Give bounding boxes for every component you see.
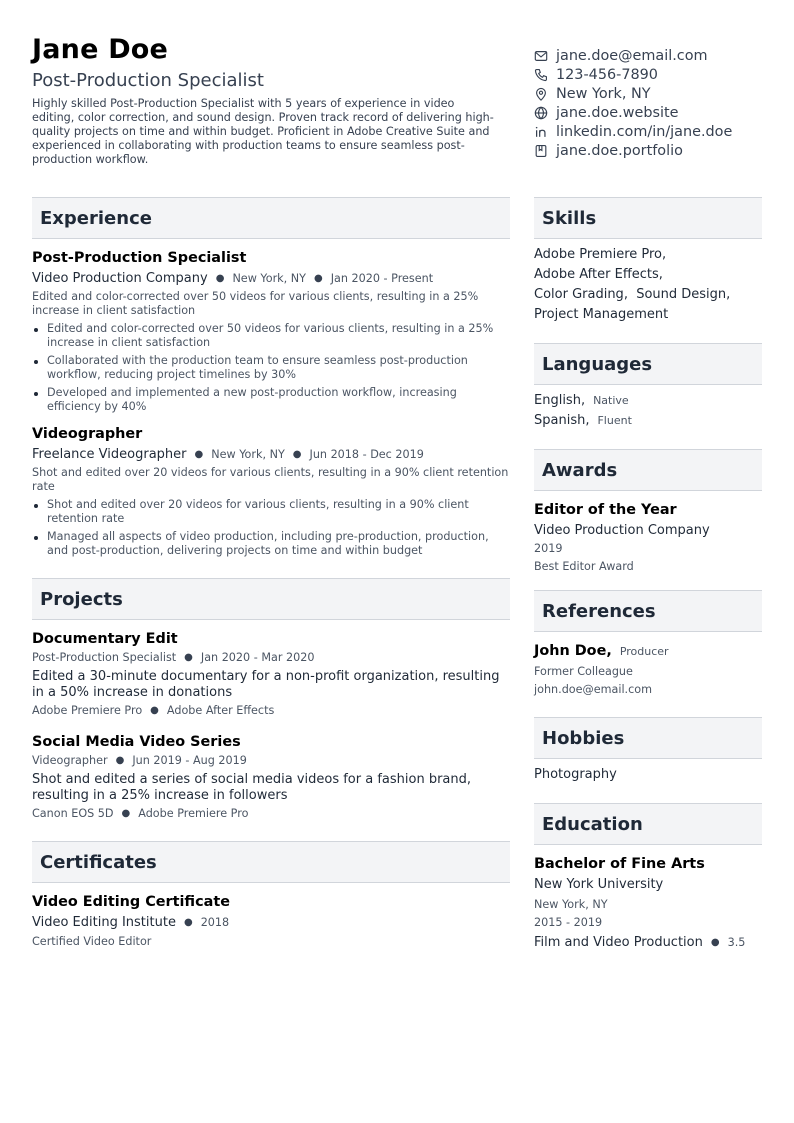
tool-item: Adobe After Effects xyxy=(166,704,275,717)
profile-summary: Highly skilled Post-Production Specialist with 5 years of experience in video editing, color correction, and sound design. Proven track record of delivering high-quality projects on time and within budget. Proficient in Adobe Creative Suite and experienced in collaborating with production teams to ensure seamless post-production workflow. xyxy=(32,97,494,166)
job-summary: Shot and edited over 20 videos for various clients, resulting in a 90% client retention rate xyxy=(32,466,509,493)
company-name: Freelance Videographer xyxy=(32,447,187,462)
bookmark-icon xyxy=(534,144,548,158)
language-level: Native xyxy=(593,394,629,407)
project-role: Post-Production Specialist xyxy=(32,651,177,664)
candidate-title: Post-Production Specialist xyxy=(32,70,264,91)
bullet-item: Edited and color-corrected over 50 videos for various clients, resulting in a 25% increase in client satisfaction xyxy=(32,322,510,350)
candidate-name: Jane Doe xyxy=(32,34,169,65)
separator-dot: ● xyxy=(115,755,125,766)
mail-icon xyxy=(534,49,548,63)
contact-location xyxy=(534,84,764,103)
award-year: 2019 xyxy=(534,542,563,555)
certificate-entry xyxy=(32,892,510,948)
job-title: Videographer xyxy=(32,426,143,442)
hobby-item: Photography xyxy=(534,767,617,782)
map-pin-icon xyxy=(534,87,548,101)
job-meta xyxy=(32,270,510,288)
language-name: Spanish, xyxy=(534,413,590,428)
job-location: New York, NY xyxy=(232,272,306,285)
project-description: Edited a 30-minute documentary for a non-profit organization, resulting in a 50% increase in donations xyxy=(32,669,500,700)
certificates-heading: Certificates xyxy=(32,841,510,883)
education-dates: 2015 - 2019 xyxy=(534,916,603,929)
job-dates: Jun 2018 - Dec 2019 xyxy=(309,448,424,461)
globe-icon xyxy=(534,106,548,120)
language-item xyxy=(534,391,762,411)
language-name: English, xyxy=(534,393,586,408)
linkedin-icon xyxy=(534,125,548,139)
job-meta xyxy=(32,446,510,464)
left-column xyxy=(32,197,510,948)
award-title: Editor of the Year xyxy=(534,502,677,518)
project-meta xyxy=(32,752,510,770)
job-location: New York, NY xyxy=(211,448,285,461)
degree-title: Bachelor of Fine Arts xyxy=(534,856,705,872)
job-bullets xyxy=(32,322,510,414)
resume-header xyxy=(32,34,762,174)
job-bullets xyxy=(32,498,510,558)
project-tools xyxy=(32,805,510,823)
skills-heading: Skills xyxy=(534,197,762,239)
project-meta xyxy=(32,649,510,667)
project-entry xyxy=(32,629,510,720)
job-dates: Jan 2020 - Present xyxy=(330,272,434,285)
experience-heading: Experience xyxy=(32,197,510,239)
job-title: Post-Production Specialist xyxy=(32,250,247,266)
certificate-issuer: Video Editing Institute xyxy=(32,915,176,930)
website-text: jane.doe.website xyxy=(556,104,679,121)
tool-item: Canon EOS 5D xyxy=(32,807,114,820)
phone-text: 123-456-7890 xyxy=(556,66,658,83)
projects-heading: Projects xyxy=(32,578,510,620)
email-text: jane.doe@email.com xyxy=(556,47,708,64)
company-name: Video Production Company xyxy=(32,271,208,286)
hobbies-heading: Hobbies xyxy=(534,717,762,759)
contact-info xyxy=(534,46,764,160)
bullet-item: Collaborated with the production team to ensure seamless post-production workflow, reducing project timelines by 30% xyxy=(32,354,510,382)
reference-relation: Former Colleague xyxy=(534,665,633,678)
education-field-row xyxy=(534,934,762,952)
reference-name: John Doe, xyxy=(534,643,612,659)
project-dates: Jan 2020 - Mar 2020 xyxy=(200,651,315,664)
language-item xyxy=(534,411,762,431)
separator-dot: ● xyxy=(194,449,204,460)
reference-name-row xyxy=(534,641,762,662)
contact-phone[interactable] xyxy=(534,65,764,84)
project-role: Videographer xyxy=(32,754,108,767)
contact-portfolio[interactable] xyxy=(534,141,764,160)
phone-icon xyxy=(534,68,548,82)
separator-dot: ● xyxy=(313,273,323,284)
skill-item: Project Management xyxy=(534,307,669,322)
school-location: New York, NY xyxy=(534,898,608,911)
separator-dot: ● xyxy=(292,449,302,460)
certificate-title: Video Editing Certificate xyxy=(32,894,230,910)
contact-website[interactable] xyxy=(534,103,764,122)
experience-entry xyxy=(32,248,510,414)
awards-heading: Awards xyxy=(534,449,762,491)
separator-dot: ● xyxy=(184,652,193,663)
bullet-item: Shot and edited over 20 videos for various clients, resulting in a 90% client retention rate xyxy=(32,498,510,526)
project-title: Documentary Edit xyxy=(32,631,178,647)
certificate-meta xyxy=(32,914,510,932)
linkedin-text: linkedin.com/in/jane.doe xyxy=(556,123,733,140)
education-heading: Education xyxy=(534,803,762,845)
contact-email[interactable] xyxy=(534,46,764,65)
separator-dot: ● xyxy=(150,705,159,716)
separator-dot: ● xyxy=(215,273,225,284)
project-title: Social Media Video Series xyxy=(32,734,241,750)
project-tools xyxy=(32,702,510,720)
reference-email[interactable]: john.doe@email.com xyxy=(534,683,653,696)
right-column xyxy=(534,197,762,952)
experience-entry xyxy=(32,424,510,558)
project-dates: Jun 2019 - Aug 2019 xyxy=(132,754,247,767)
tool-item: Adobe Premiere Pro xyxy=(138,807,249,820)
hobbies-list xyxy=(534,765,762,785)
education-entry xyxy=(534,854,762,952)
gpa-value: 3.5 xyxy=(727,936,746,949)
reference-role: Producer xyxy=(619,645,669,658)
award-entry xyxy=(534,500,762,576)
job-summary: Edited and color-corrected over 50 videos for various clients, resulting in a 25% increase in client satisfaction xyxy=(32,290,479,317)
skill-item: Color Grading, Sound Design, xyxy=(534,287,731,302)
skill-item: Adobe Premiere Pro, xyxy=(534,247,667,262)
contact-linkedin[interactable] xyxy=(534,122,764,141)
project-description: Shot and edited a series of social media videos for a fashion brand, resulting in a 25% increase in followers xyxy=(32,772,472,803)
reference-entry xyxy=(534,641,762,699)
separator-dot: ● xyxy=(710,937,720,948)
skills-list xyxy=(534,245,762,325)
skill-item: Adobe After Effects, xyxy=(534,267,663,282)
certificate-description: Certified Video Editor xyxy=(32,935,152,948)
references-heading: References xyxy=(534,590,762,632)
separator-dot: ● xyxy=(121,808,131,819)
award-issuer: Video Production Company xyxy=(534,523,710,538)
certificate-year: 2018 xyxy=(200,916,230,929)
separator-dot: ● xyxy=(183,917,193,928)
field-of-study: Film and Video Production xyxy=(534,935,703,950)
header-left xyxy=(32,34,498,167)
languages-list xyxy=(534,391,762,431)
location-text: New York, NY xyxy=(556,85,651,102)
languages-heading: Languages xyxy=(534,343,762,385)
tool-item: Adobe Premiere Pro xyxy=(32,704,143,717)
award-description: Best Editor Award xyxy=(534,560,634,573)
language-level: Fluent xyxy=(597,414,632,427)
bullet-item: Managed all aspects of video production, including pre-production, production, and post-production, delivering projects on time and within budget xyxy=(32,530,510,558)
portfolio-text: jane.doe.portfolio xyxy=(556,142,683,159)
project-entry xyxy=(32,732,510,823)
bullet-item: Developed and implemented a new post-production workflow, increasing efficiency by 40% xyxy=(32,386,510,414)
school-name: New York University xyxy=(534,877,664,892)
